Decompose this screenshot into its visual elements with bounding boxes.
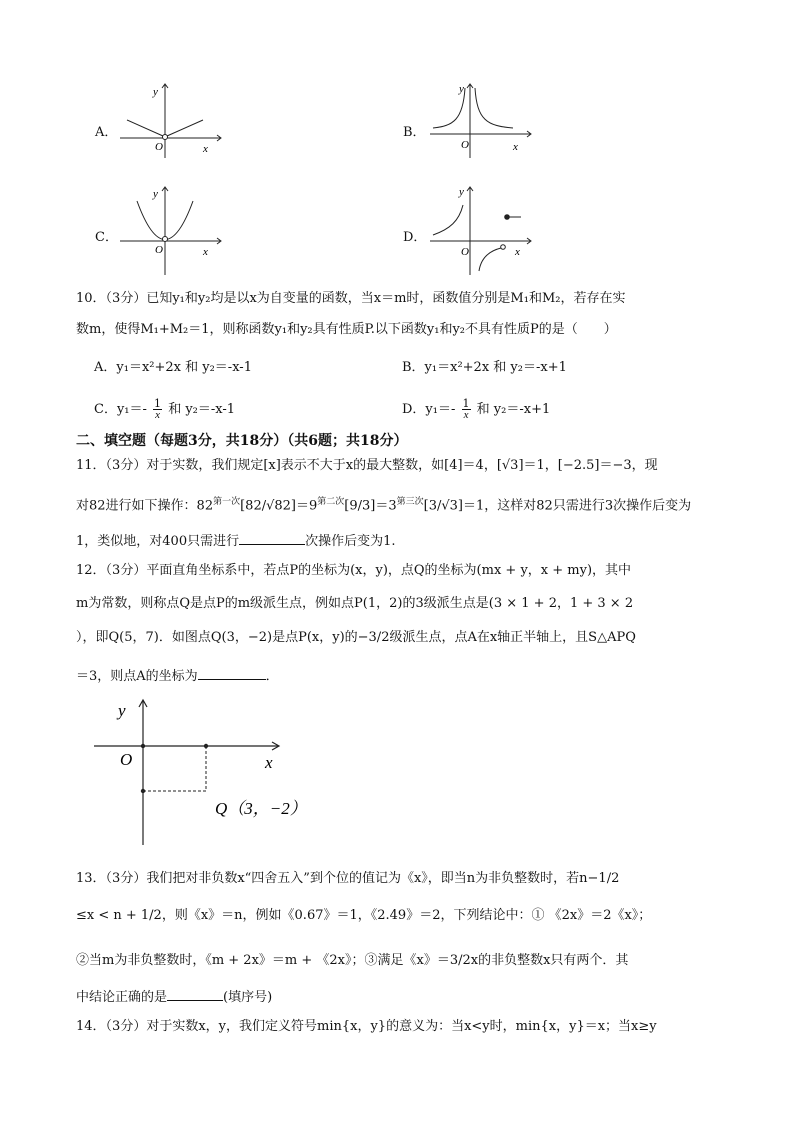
fig-origin-label: O	[120, 750, 133, 769]
question-number: 14．	[76, 1019, 106, 1034]
q11-line-1	[76, 456, 658, 476]
option-c-label: C．	[95, 230, 118, 245]
answer-blank[interactable]	[239, 530, 305, 545]
question-number: 13．	[76, 871, 106, 886]
q10-option-a: A．y₁＝x²+2x 和 y₂＝-x-1	[94, 360, 252, 375]
origin-label: O	[155, 141, 163, 153]
fraction-denominator: x	[463, 409, 469, 421]
option-d-label: D．	[403, 230, 427, 245]
q10-option-d	[402, 398, 550, 421]
graph-a	[115, 80, 225, 160]
q11-text: 1，类似地，对400只需进行	[76, 534, 240, 549]
q13-line-2: ≤x < n + 1/2，则《x》＝n，例如《0.67》＝1，《2.49》＝2，下列结论中：① 《2x》＝2《x》；	[76, 908, 652, 923]
section-heading: 二、填空题（每题3分，共18分）（共6题；共18分）	[76, 433, 408, 449]
q13-text: 中结论正确的是	[76, 990, 168, 1005]
q12-line-2: m为常数，则称点Q是点P的m级派生点，例如点P(1，2)的3级派生点是(3 × 1 + 2，1 + 3 × 2	[76, 596, 634, 611]
q11-line-2	[76, 492, 691, 516]
graph-d	[425, 183, 535, 278]
q10-line-2: 数m，使得M₁+M₂＝1，则称函数y₁和y₂具有性质P.以下函数y₁和y₂不具有性质P的是（ ）	[76, 322, 617, 337]
q13-line-3: ②当m为非负整数时，《m + 2x》＝m + 《2x》；③满足《x》＝3/2x的非负整数x只有两个．其	[76, 953, 629, 968]
q13-text: (填序号)	[223, 990, 273, 1005]
q12-text: 平面直角坐标系中，若点P的坐标为(x，y)，点Q的坐标为(mx + y，x + my)，其中	[146, 563, 632, 578]
x-axis-label: x	[513, 141, 518, 153]
question-score: （3分）	[105, 1019, 147, 1034]
answer-blank[interactable]	[167, 986, 223, 1001]
option-text: 和 y₂＝-x+1	[476, 402, 551, 417]
fig-x-label: x	[265, 753, 273, 772]
q12-line-4	[76, 665, 279, 687]
graph-b	[425, 80, 535, 160]
x-axis-label: x	[203, 246, 208, 258]
step-label: 第三次	[396, 497, 424, 507]
y-axis-label: y	[459, 186, 464, 198]
q11-text: [9/3]＝3	[344, 498, 397, 514]
question-score: （3分）	[105, 291, 147, 306]
step-label: 第一次	[213, 497, 241, 507]
q11-text: 次操作后变为1.	[305, 534, 396, 549]
q14-text: 对于实数x，y，我们定义符号min{x，y}的意义为：当x<y时，min{x，y}＝x；当x≥y	[146, 1019, 657, 1034]
question-score: （3分）	[105, 871, 147, 886]
fraction-numerator: 1	[462, 397, 470, 410]
q10-option-c	[94, 398, 235, 421]
q12-text: ．	[265, 669, 279, 684]
x-axis-label: x	[515, 246, 520, 258]
q10-line-1	[76, 289, 625, 309]
question-score: （3分）	[105, 563, 147, 578]
q12-figure	[90, 695, 330, 850]
option-text: D．y₁＝-	[402, 402, 456, 417]
x-axis-label: x	[203, 143, 208, 155]
q11-text: [82/√82]＝9	[240, 498, 318, 514]
q11-text: 对于实数，我们规定[x]表示不大于x的最大整数，如[4]＝4，[√3]＝1，[−2.5]＝−3，现	[146, 458, 658, 473]
q11-text: 对82进行如下操作：82	[76, 498, 214, 514]
q13-line-1	[76, 869, 619, 889]
fraction	[462, 398, 471, 421]
origin-label: O	[461, 139, 469, 151]
q12-text: ＝3，则点A的坐标为	[76, 669, 198, 684]
answer-blank[interactable]	[198, 665, 266, 680]
fraction-numerator: 1	[154, 397, 162, 410]
q10-option-b: B．y₁＝x²+2x 和 y₂＝-x+1	[402, 360, 567, 375]
q12-line-1	[76, 561, 631, 581]
option-text: 和 y₂＝-x-1	[168, 402, 236, 417]
step-label: 第二次	[317, 497, 345, 507]
question-number: 10．	[76, 291, 106, 306]
question-number: 11．	[76, 458, 106, 473]
origin-label: O	[155, 244, 163, 256]
fig-y-label: y	[118, 701, 126, 720]
q12-line-3: ），即Q(5，7)．如图点Q(3，−2)是点P(x，y)的−3/2级派生点，点A在x轴正半轴上，且S△APQ	[76, 630, 636, 645]
q13-line-4	[76, 986, 272, 1008]
fraction	[153, 398, 162, 421]
y-axis-label: y	[153, 188, 158, 200]
option-text: C．y₁＝-	[94, 402, 147, 417]
q14-line-1	[76, 1017, 657, 1037]
q13-text: 我们把对非负数x“四舍五入”到个位的值记为《x》，即当n为非负整数时，若n−1/2	[146, 871, 620, 886]
y-axis-label: y	[459, 83, 464, 95]
option-a-label: A．	[95, 125, 118, 140]
q10-text: 已知y₁和y₂均是以x为自变量的函数，当x＝m时，函数值分别是M₁和M₂，若存在实	[146, 291, 626, 306]
fraction-denominator: x	[155, 409, 160, 421]
q11-text: [3/√3]＝1，这样对82只需进行3次操作后变为	[423, 498, 692, 514]
y-axis-label: y	[153, 86, 158, 98]
origin-label: O	[461, 246, 469, 258]
fig-point-q-label: Q（3，−2）	[215, 799, 307, 818]
option-b-label: B．	[403, 125, 426, 140]
question-number: 12．	[76, 563, 106, 578]
question-score: （3分）	[105, 458, 147, 473]
q11-line-3	[76, 530, 396, 552]
graph-c	[115, 183, 225, 278]
